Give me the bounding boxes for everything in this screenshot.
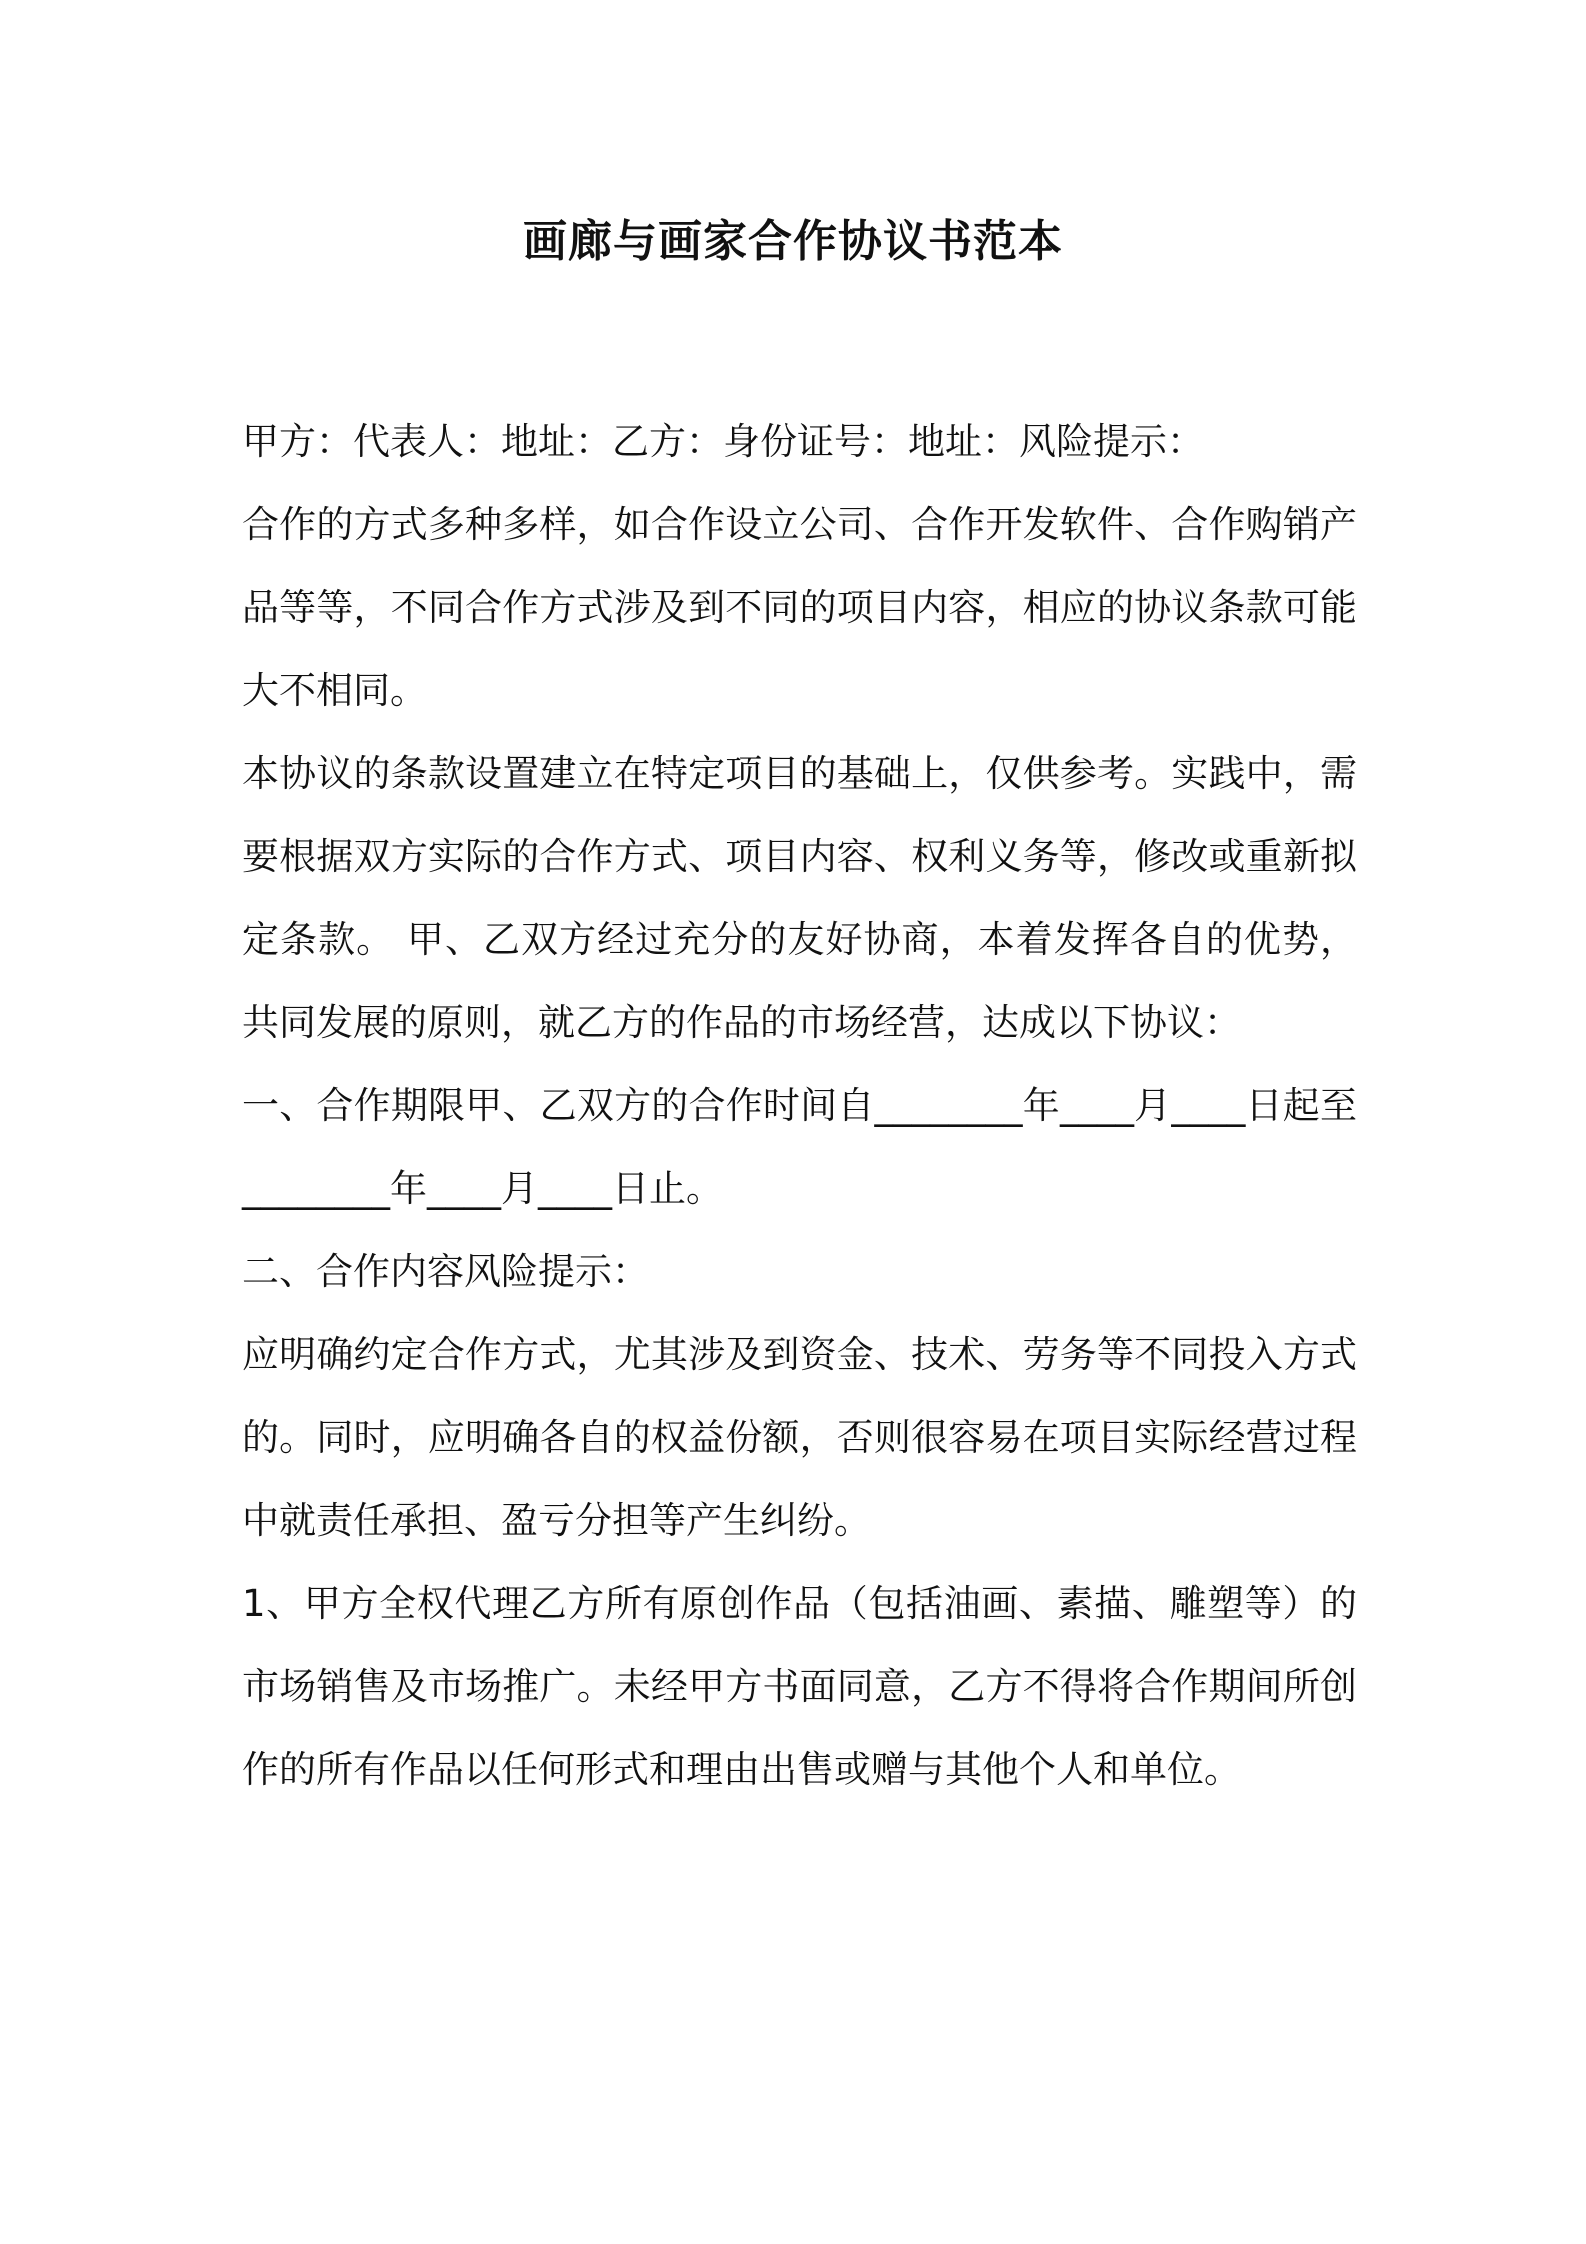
document-body: [242, 400, 1357, 1811]
paragraph-section-one-term: 一、合作期限甲、乙双方的合作时间自________年____月____日起至________年____月____日止。: [242, 1084, 1357, 1210]
document-title: 画廊与画家合作协议书范本: [523, 216, 1063, 267]
paragraph-terms-reference: 本协议的条款设置建立在特定项目的基础上，仅供参考。实践中，需要根据双方实际的合作方式、项目内容、权利义务等，修改或重新拟定条款。 甲、乙双方经过充分的友好协商，本着发挥各自的优势，共同发展的原则，就乙方的作品的市场经营，达成以下协议：: [242, 752, 1357, 1044]
paragraph-cooperation-methods: 合作的方式多种多样，如合作设立公司、合作开发软件、合作购销产品等等，不同合作方式涉及到不同的项目内容，相应的协议条款可能大不相同。: [242, 503, 1357, 712]
paragraph-section-two-heading: 二、合作内容风险提示：: [242, 1250, 649, 1293]
paragraph-clause-one: 1、甲方全权代理乙方所有原创作品（包括油画、素描、雕塑等）的市场销售及市场推广。未经甲方书面同意，乙方不得将合作期间所创作的所有作品以任何形式和理由出售或赠与其他个人和单位。: [242, 1582, 1357, 1791]
paragraph-cooperation-note: 应明确约定合作方式，尤其涉及到资金、技术、劳务等不同投入方式的。同时，应明确各自的权益份额，否则很容易在项目实际经营过程中就责任承担、盈亏分担等产生纠纷。: [242, 1333, 1357, 1542]
paragraph-parties: 甲方：代表人：地址：乙方：身份证号：地址：风险提示：: [242, 420, 1204, 463]
